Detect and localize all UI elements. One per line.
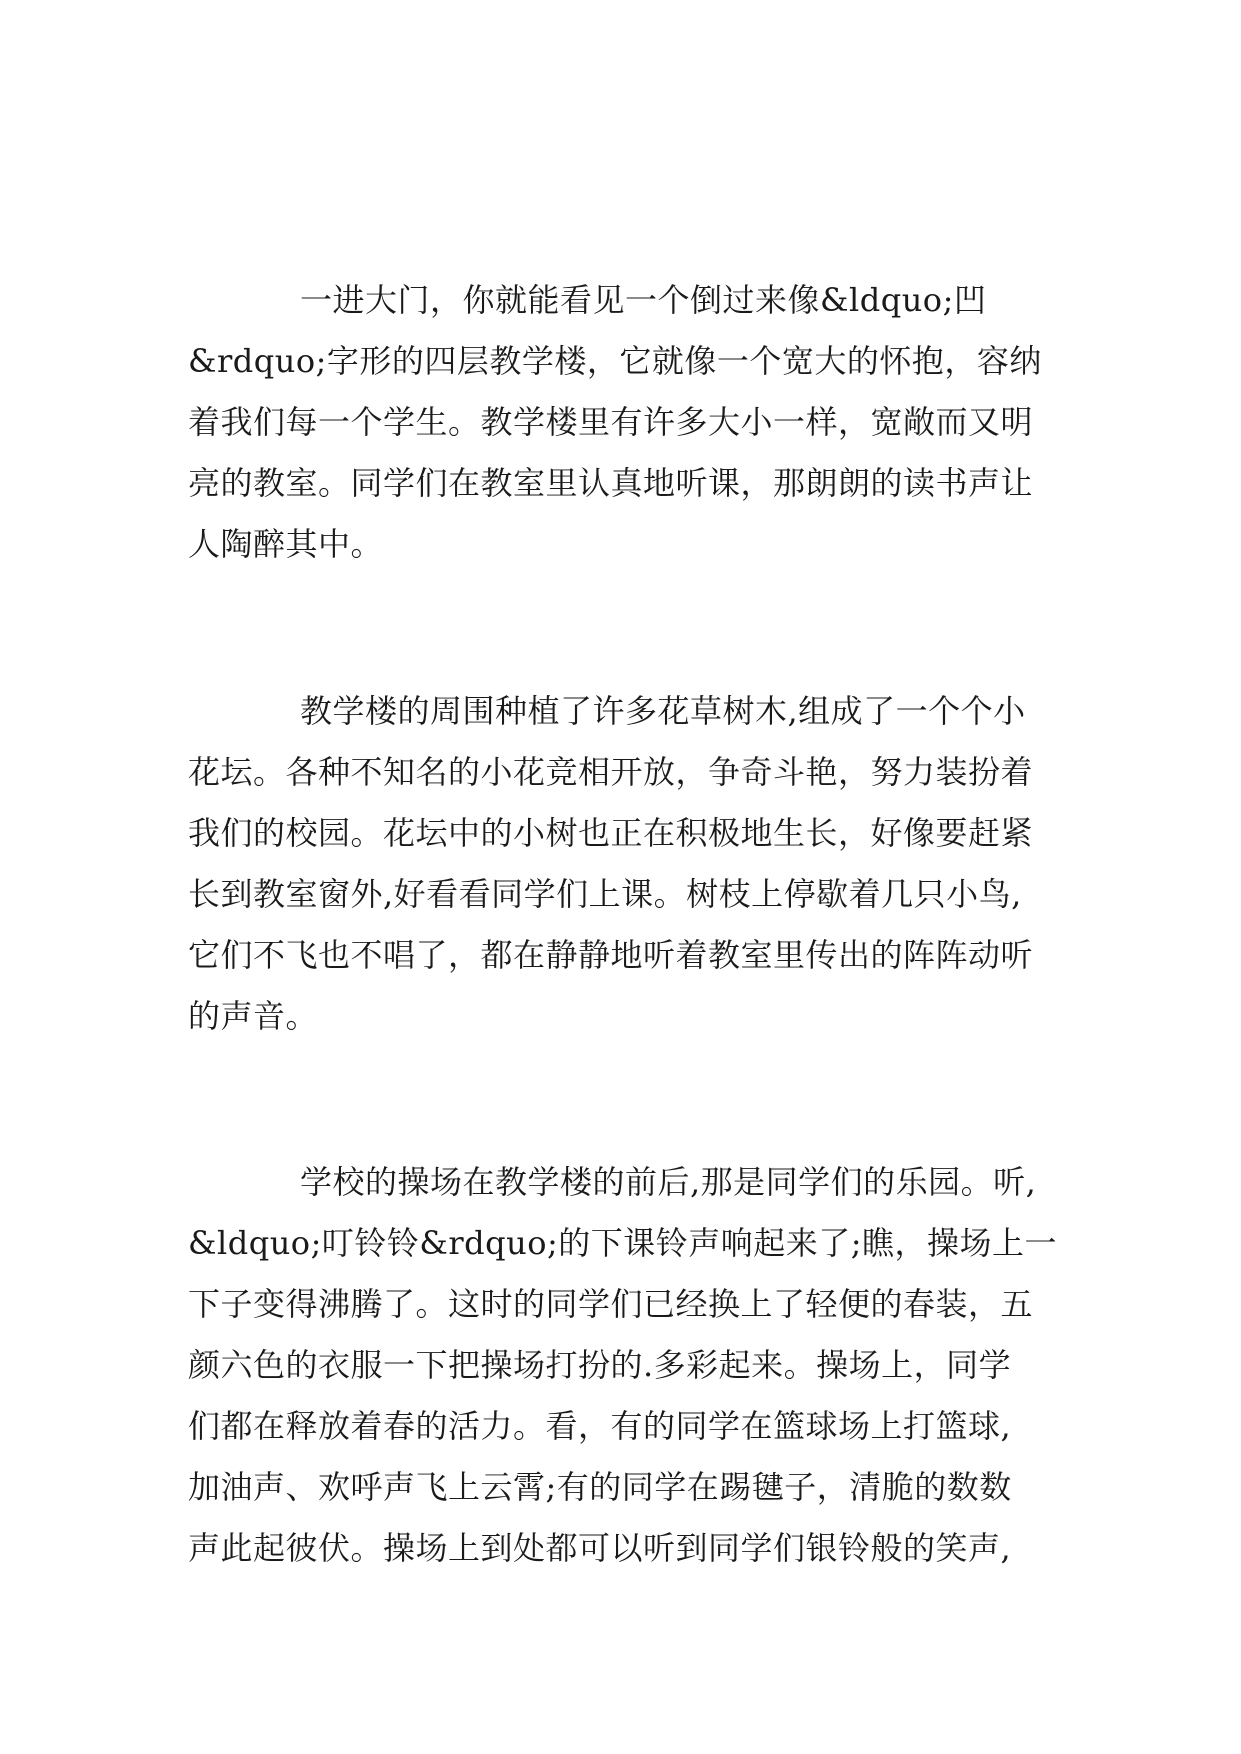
paragraph-line: 花坛。各种不知名的小花竞相开放，争奇斗艳，努力装扮着	[188, 753, 1034, 791]
paragraph-line: 长到教室窗外,好看看同学们上课。树枝上停歇着几只小鸟,	[188, 875, 1022, 913]
paragraph-line: 人陶醉其中。	[188, 525, 384, 563]
paragraph-line: 教学楼的周围种植了许多花草树木,组成了一个个小	[300, 692, 1026, 730]
paragraph-line: &ldquo;叮铃铃&rdquo;的下课铃声响起来了;瞧，操场上一	[188, 1224, 1058, 1262]
paragraph-line: 一进大门，你就能看见一个倒过来像&ldquo;凹	[300, 281, 987, 319]
paragraph-2	[188, 681, 1068, 1047]
paragraph-line: 下子变得沸腾了。这时的同学们已经换上了轻便的春装，五	[188, 1285, 1034, 1323]
paragraph-line: 颜六色的衣服一下把操场打扮的.多彩起来。操场上，同学	[188, 1346, 1012, 1384]
paragraph-line: 我们的校园。花坛中的小树也正在积极地生长，好像要赶紧	[188, 814, 1034, 852]
paragraph-line: 加油声、欢呼声飞上云霄;有的同学在踢毽子，清脆的数数	[188, 1468, 1012, 1506]
paragraph-line: 们都在释放着春的活力。看，有的同学在篮球场上打篮球,	[188, 1407, 1012, 1445]
paragraph-3	[188, 1152, 1068, 1579]
paragraph-line: 它们不飞也不唱了，都在静静地听着教室里传出的阵阵动听	[188, 936, 1034, 974]
paragraph-1	[188, 270, 1068, 575]
paragraph-line: &rdquo;字形的四层教学楼，它就像一个宽大的怀抱，容纳	[188, 342, 1042, 380]
paragraph-line: 亮的教室。同学们在教室里认真地听课，那朗朗的读书声让	[188, 464, 1034, 502]
paragraph-line: 声此起彼伏。操场上到处都可以听到同学们银铃般的笑声,	[188, 1529, 1012, 1567]
paragraph-line: 的声音。	[188, 997, 319, 1035]
paragraph-line: 着我们每一个学生。教学楼里有许多大小一样，宽敞而又明	[188, 403, 1034, 441]
paragraph-line: 学校的操场在教学楼的前后,那是同学们的乐园。听,	[300, 1163, 1037, 1201]
